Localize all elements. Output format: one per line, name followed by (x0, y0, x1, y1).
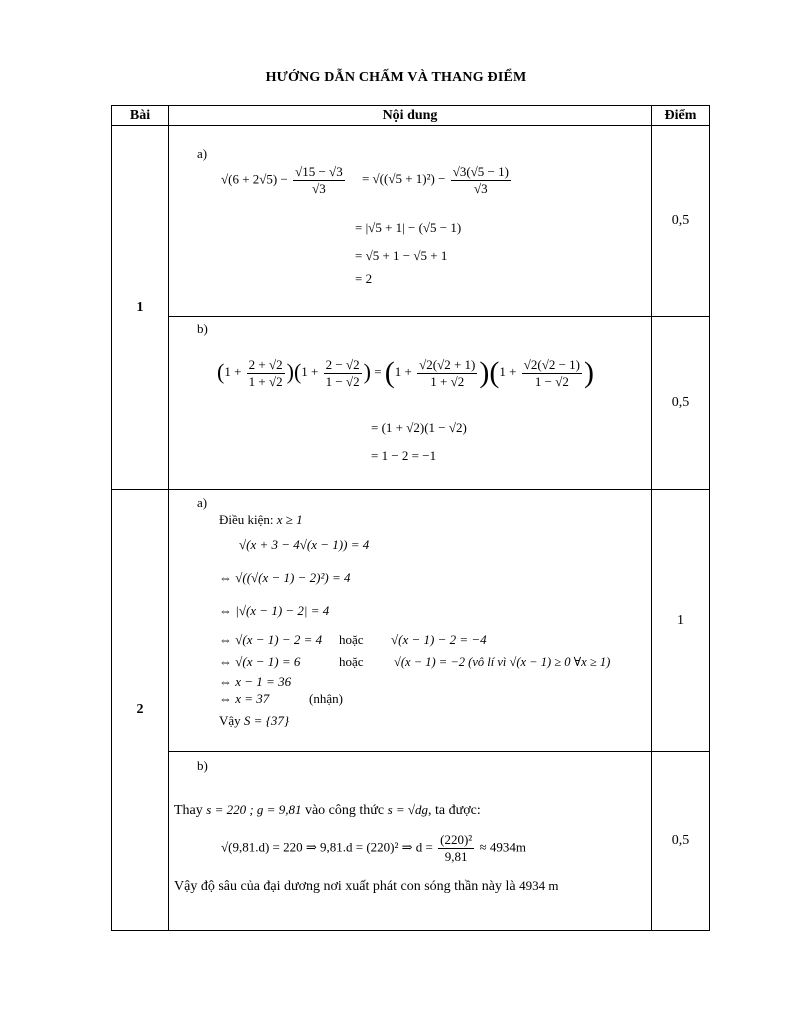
content-cell (169, 317, 652, 490)
thay-text: Thay (174, 803, 203, 818)
hoac-text: hoặc (339, 654, 364, 669)
given-values (174, 802, 481, 819)
solution-line: √(x − 1) = −2 (vô lí vì √(x − 1) ≥ 0 ∀x ≥ 1) (394, 655, 611, 669)
solution-line: ⇔ √((√(x − 1) − 2)²) = 4 (219, 570, 351, 585)
score: 0,5 (652, 126, 710, 317)
conclusion-text: Vậy độ sâu của đại dương nơi xuất phát con sóng thần này là (174, 879, 516, 894)
expression-1b: (1 + $\frac{2 + √2}{1 + √2}$ )(1 + $\frac{2 - √2}{1 - √2}$ ) = (1 + $\frac{√2(√2 + 1)}{1 + √2}$ )(1 + $\frac{√2(√2 - 1)}{1 - √2}$ ) (217, 356, 594, 389)
condition-label: Điều kiện: (219, 512, 274, 527)
table-row (112, 317, 710, 490)
nhan-text: (nhận) (309, 691, 343, 706)
formula-text: vào công thức (304, 803, 385, 818)
problem-number: 2 (112, 490, 169, 931)
fraction: $\frac{√15 - √3}{√3}$ (295, 164, 343, 196)
solution-line: ⇔ x − 1 = 36 (219, 674, 292, 689)
part-label: b) (197, 321, 208, 336)
part-label: a) (197, 495, 208, 510)
fraction-numerator: (220)² (440, 832, 473, 847)
fraction (438, 832, 474, 865)
fraction: $\frac{√3(√5 - 1)}{√3}$ (452, 164, 509, 196)
ta-duoc-text: , ta được: (428, 803, 481, 818)
table-row (112, 752, 710, 931)
final-answer (174, 878, 558, 895)
content-cell (169, 752, 652, 931)
part-label: b) (197, 758, 208, 773)
conclusion (219, 713, 289, 729)
table-row (112, 126, 710, 317)
score: 0,5 (652, 752, 710, 931)
given-values-expr: s = 220 ; g = 9,81 (206, 802, 302, 817)
expression-1a: √(6 + 2√5) − $\frac{√15 - √3}{√3}$ = √((√5 + 1)²) − $\frac{√3(√5 - 1)}{√3}$ (221, 164, 509, 196)
fraction: $\frac{√2(√2 + 1)}{1 + √2}$ (419, 356, 476, 389)
solution-line: = 1 − 2 = −1 (371, 448, 437, 463)
table-row (112, 490, 710, 752)
solution-line: ⇔ x = 37 (219, 691, 270, 706)
formula: s = √dg (387, 802, 429, 817)
page-title: HƯỚNG DẪN CHẤM VÀ THANG ĐIỂM (265, 70, 527, 85)
condition (219, 512, 303, 528)
problem-number: 1 (112, 126, 169, 490)
hoac-text: hoặc (339, 632, 364, 647)
solution-line: ⇔ |√(x − 1) − 2| = 4 (219, 603, 330, 618)
header-diem: Điểm (652, 106, 710, 126)
approx-text: ≈ 4934m (479, 839, 526, 855)
score: 1 (652, 490, 710, 752)
fraction-denominator: 9,81 (444, 849, 468, 864)
vay-text: Vậy (219, 713, 241, 728)
condition-value: x ≥ 1 (276, 512, 303, 527)
solution-line: ⇔ √(x − 1) − 2 = 4 (219, 632, 323, 647)
solution-line: ⇔ √(x − 1) = 6 (219, 654, 301, 669)
header-noi-dung: Nội dung (169, 106, 652, 126)
scoring-table (111, 105, 710, 931)
part-label: a) (197, 146, 208, 161)
fraction: $\frac{√2(√2 - 1)}{1 - √2}$ (523, 356, 580, 389)
solution-line: = √5 + 1 − √5 + 1 (355, 248, 448, 263)
solution-line: = 2 (355, 271, 373, 286)
header-bai: Bài (112, 106, 169, 126)
solution-line: √(x − 1) − 2 = −4 (391, 632, 487, 647)
calculation (221, 832, 526, 865)
solution-line: = |√5 + 1| − (√5 − 1) (355, 220, 462, 235)
solution-set: S = {37} (243, 713, 290, 728)
answer-value: 4934 m (519, 878, 559, 893)
content-cell (169, 490, 652, 752)
calc-text: √(9,81.d) = 220 ⇒ 9,81.d = (220)² ⇒ d = (221, 839, 433, 855)
content-cell (169, 126, 652, 317)
table-header-row (112, 106, 710, 126)
score: 0,5 (652, 317, 710, 490)
fraction: $\frac{2 + √2}{1 + √2}$ (248, 356, 283, 389)
solution-line: √(x + 3 − 4√(x − 1)) = 4 (239, 537, 370, 552)
solution-line: = (1 + √2)(1 − √2) (371, 420, 467, 435)
fraction: $\frac{2 - √2}{1 - √2}$ (325, 356, 360, 389)
